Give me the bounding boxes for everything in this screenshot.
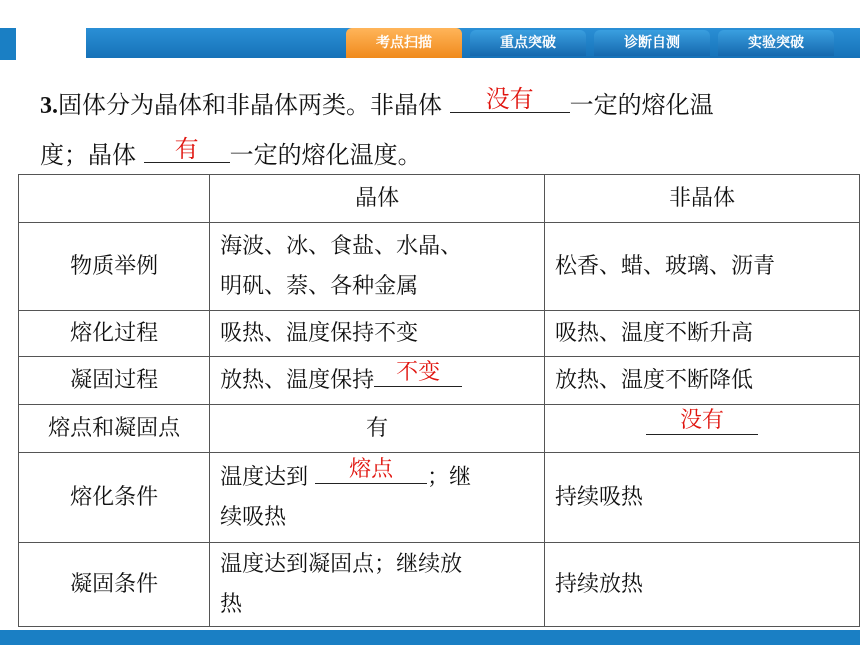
table-row [19,405,860,453]
cell-text: 温度达到凝固点；继续放 [220,551,463,577]
cell-noncrystal: 持续吸热 [545,453,860,543]
table-row [19,543,860,627]
cell-noncrystal: 松香、蜡、玻璃、沥青 [545,223,860,311]
cell-text: 明矾、萘、各种金属 [220,273,419,299]
comparison-table [18,174,860,627]
row-label: 物质举例 [19,223,210,311]
answer-blank [374,359,462,387]
answer-text-1: 没有 [485,85,534,113]
cell-text: 热 [220,591,243,617]
tab-experiment[interactable]: 实验突破 [718,30,834,56]
cell-noncrystal [545,405,860,453]
cell-noncrystal: 持续放热 [545,543,860,627]
table-row [19,223,860,311]
question-text-1: 固体分为晶体和非晶体两类。非晶体 [58,91,442,119]
table-row [19,311,860,357]
question-line-1 [40,86,714,121]
cell-text: 放热、温度保持 [220,367,375,393]
header-empty [19,175,210,223]
answer-text: 没有 [679,407,724,433]
row-label: 凝固过程 [19,357,210,405]
cell-text: 温度达到 [220,464,309,490]
cell-text: 海波、冰、食盐、水晶、 [220,233,463,259]
tab-exam-points[interactable]: 考点扫描 [346,28,462,58]
row-label: 熔化过程 [19,311,210,357]
cell-text: 续吸热 [220,504,287,530]
table-row [19,453,860,543]
cell-crystal [210,453,545,543]
question-text-4: 一定的熔化温度。 [229,141,422,169]
answer-text-2: 有 [174,135,199,163]
cell-text: ；继 [427,464,472,490]
tab-key-breakthrough[interactable]: 重点突破 [470,30,586,56]
footer-bar [0,630,860,645]
cell-noncrystal: 吸热、温度不断升高 [545,311,860,357]
cell-crystal: 吸热、温度保持不变 [210,311,545,357]
answer-text: 不变 [396,359,441,385]
row-label: 熔点和凝固点 [19,405,210,453]
answer-blank-2 [144,136,230,163]
table-header-row [19,175,860,223]
question-text-2: 一定的熔化温 [569,91,714,119]
header-noncrystal: 非晶体 [545,175,860,223]
answer-text: 熔点 [349,456,394,482]
question-text-3: 度；晶体 [40,141,136,169]
cell-noncrystal: 放热、温度不断降低 [545,357,860,405]
tab-diagnostic-test[interactable]: 诊断自测 [594,30,710,56]
table-row [19,357,860,405]
nav-tabs [0,28,860,58]
cell-crystal [210,357,545,405]
cell-crystal [210,543,545,627]
question-number: 3. [40,93,58,119]
row-label: 凝固条件 [19,543,210,627]
cell-crystal: 有 [210,405,545,453]
row-label: 熔化条件 [19,453,210,543]
answer-blank-1 [450,86,570,113]
cell-crystal [210,223,545,311]
answer-blank [646,407,758,435]
question-line-2 [40,136,422,170]
answer-blank [315,456,427,484]
header-crystal: 晶体 [210,175,545,223]
